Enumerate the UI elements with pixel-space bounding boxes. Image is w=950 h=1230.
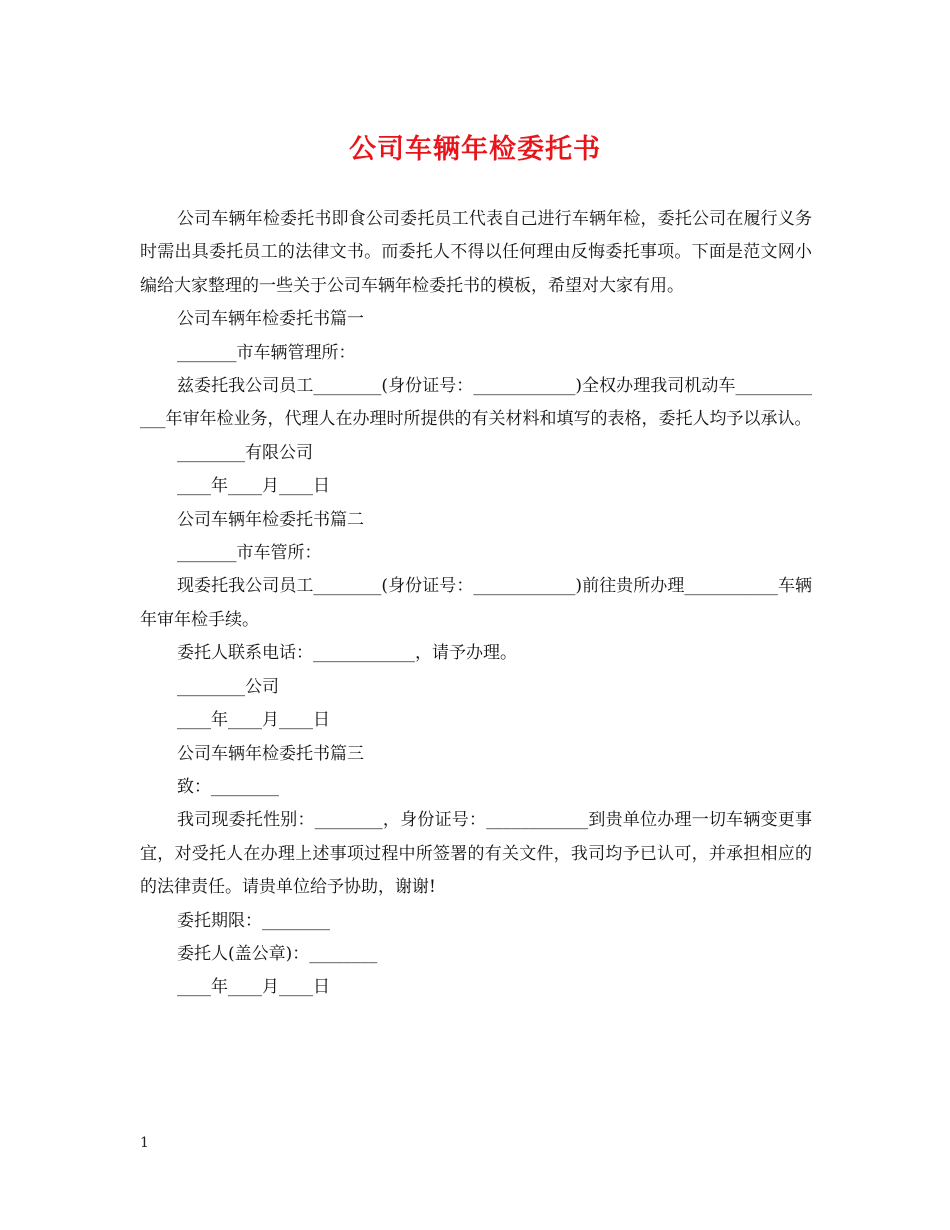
authorization-paragraph-2: 现委托我公司员工________(身份证号：____________)前往贵所办理___________车辆年审年检手续。 (140, 576, 812, 630)
addressee-2: _______市车管所： (177, 543, 322, 564)
date-line-1: ____年____月____日 (177, 476, 330, 497)
authorization-paragraph-1: 兹委托我公司员工________(身份证号：____________)全权办理我司机动车____________年审年检业务，代理人在办理时所提供的有关材料和填写的表格，委托人均予以承认。 (140, 376, 812, 430)
authorization-paragraph-3: 我司现委托性别：________，身份证号：____________到贵单位办理一切车辆变更事宜，对受托人在办理上述事项过程中所签署的有关文件，我司均予已认可，并承担相应的的法律责任。请贵单位给予协助，谢谢! (140, 810, 812, 898)
term-line: 委托期限：________ (177, 910, 330, 931)
section-heading-2: 公司车辆年检委托书篇二 (177, 509, 364, 530)
section-heading-1: 公司车辆年检委托书篇一 (177, 309, 364, 330)
principal-seal-line: 委托人(盖公章)：________ (177, 943, 378, 964)
section-heading-3: 公司车辆年检委托书篇三 (177, 743, 364, 764)
addressee-3: 致：________ (177, 776, 279, 797)
addressee-1: _______市车辆管理所： (177, 342, 356, 363)
contact-phone-line: 委托人联系电话：____________，请予办理。 (177, 643, 517, 664)
document-body (140, 203, 812, 1005)
document-title: 公司车辆年检委托书 (349, 134, 601, 165)
signature-company-1: ________有限公司 (177, 442, 313, 463)
page-number: 1 (140, 1135, 149, 1151)
date-line-3: ____年____月____日 (177, 977, 330, 998)
signature-company-2: ________公司 (177, 676, 279, 697)
date-line-2: ____年____月____日 (177, 710, 330, 731)
intro-paragraph: 公司车辆年检委托书即食公司委托员工代表自己进行车辆年检，委托公司在履行义务时需出具委托员工的法律文书。而委托人不得以任何理由反悔委托事项。下面是范文网小编给大家整理的一些关于公司车辆年检委托书的模板，希望对大家有用。 (140, 209, 812, 296)
